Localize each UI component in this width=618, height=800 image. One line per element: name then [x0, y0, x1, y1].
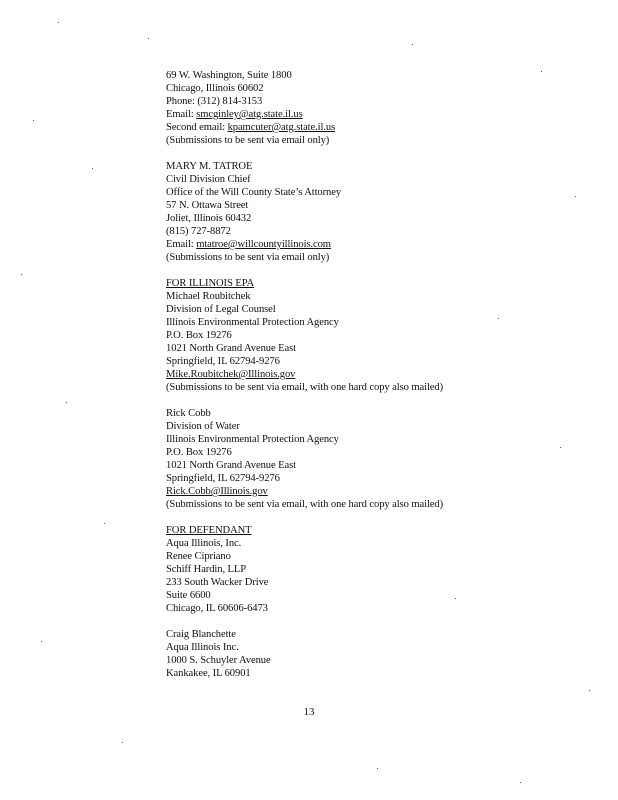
- organization-line: Illinois Environmental Protection Agency: [166, 434, 339, 445]
- organization-line: Office of the Will County State’s Attorney: [166, 187, 342, 198]
- second-email-link[interactable]: kpamcuter@atg.state.il.us: [227, 122, 336, 133]
- address-line: Suite 6600: [166, 590, 211, 601]
- scan-speck: [41, 641, 42, 642]
- email-link[interactable]: smcginley@atg.state.il.us: [196, 109, 303, 120]
- address-line: P.O. Box 19276: [166, 447, 232, 458]
- email-link[interactable]: mtatroe@willcountyillinois.com: [196, 239, 331, 250]
- scan-speck: [58, 22, 59, 23]
- address-line: Springfield, IL 62794-9276: [166, 356, 280, 367]
- contact-name: Craig Blanchette: [166, 629, 236, 640]
- phone-line: Phone: (312) 814-3153: [166, 96, 263, 107]
- address-line: 57 N. Ottawa Street: [166, 200, 249, 211]
- section-heading: FOR ILLINOIS EPA: [166, 278, 255, 289]
- contact-block-illinois-epa-water: [166, 407, 586, 511]
- scan-speck: [33, 120, 34, 121]
- party-name: Aqua Illinois Inc.: [166, 642, 239, 653]
- phone-line: (815) 727-8872: [166, 226, 231, 237]
- contact-name: MARY M. TATROE: [166, 161, 253, 172]
- scan-speck: [122, 742, 123, 743]
- contact-name: Renee Cipriano: [166, 551, 231, 562]
- email-label: Email:: [166, 109, 197, 120]
- address-line: 1021 North Grand Avenue East: [166, 460, 296, 471]
- scan-speck: [520, 782, 521, 783]
- contact-block-illinois-epa-legal: [166, 277, 586, 394]
- email-link[interactable]: Rick.Cobb@Illinois.gov: [166, 486, 268, 497]
- scan-speck: [104, 523, 105, 524]
- address-line: 69 W. Washington, Suite 1800: [166, 70, 292, 81]
- second-email-label: Second email:: [166, 122, 228, 133]
- address-line: 233 South Wacker Drive: [166, 577, 269, 588]
- contact-block-will-county: [166, 160, 586, 264]
- contact-block-aqua-illinois: [166, 628, 586, 680]
- scan-speck: [412, 44, 413, 45]
- division-line: Division of Legal Counsel: [166, 304, 276, 315]
- address-line: Chicago, Illinois 60602: [166, 83, 264, 94]
- submission-note: (Submissions to be sent via email only): [166, 252, 330, 263]
- submission-note: (Submissions to be sent via email, with one hard copy also mailed): [166, 499, 444, 510]
- contact-block-defendant: [166, 524, 586, 615]
- submission-note: (Submissions to be sent via email only): [166, 135, 330, 146]
- contact-name: Michael Roubitchek: [166, 291, 251, 302]
- address-line: P.O. Box 19276: [166, 330, 232, 341]
- contact-title: Civil Division Chief: [166, 174, 251, 185]
- organization-line: Illinois Environmental Protection Agency: [166, 317, 339, 328]
- service-list: [166, 69, 586, 680]
- scan-speck: [21, 274, 22, 275]
- contact-name: Rick Cobb: [166, 408, 211, 419]
- email-line: [166, 238, 586, 251]
- email-line: [166, 108, 586, 121]
- scan-speck: [589, 690, 590, 691]
- address-line: Kankakee, IL 60901: [166, 668, 251, 679]
- address-line: Springfield, IL 62794-9276: [166, 473, 280, 484]
- scan-speck: [148, 38, 149, 39]
- address-line: Joliet, Illinois 60432: [166, 213, 252, 224]
- submission-note: (Submissions to be sent via email, with one hard copy also mailed): [166, 382, 444, 393]
- page-number: 13: [303, 706, 315, 718]
- scan-speck: [92, 168, 93, 169]
- email-link[interactable]: Mike.Roubitchek@Illinois.gov: [166, 369, 296, 380]
- second-email-line: [166, 121, 586, 134]
- address-line: Chicago, IL 60606-6473: [166, 603, 268, 614]
- section-heading: FOR DEFENDANT: [166, 525, 252, 536]
- address-line: 1000 S. Schuyler Avenue: [166, 655, 271, 666]
- email-label: Email:: [166, 239, 197, 250]
- contact-block-attorney-general: [166, 69, 586, 147]
- firm-name: Schiff Hardin, LLP: [166, 564, 247, 575]
- scan-speck: [377, 768, 378, 769]
- address-line: 1021 North Grand Avenue East: [166, 343, 296, 354]
- scan-speck: [66, 402, 67, 403]
- division-line: Division of Water: [166, 421, 240, 432]
- party-name: Aqua Illinois, Inc.: [166, 538, 242, 549]
